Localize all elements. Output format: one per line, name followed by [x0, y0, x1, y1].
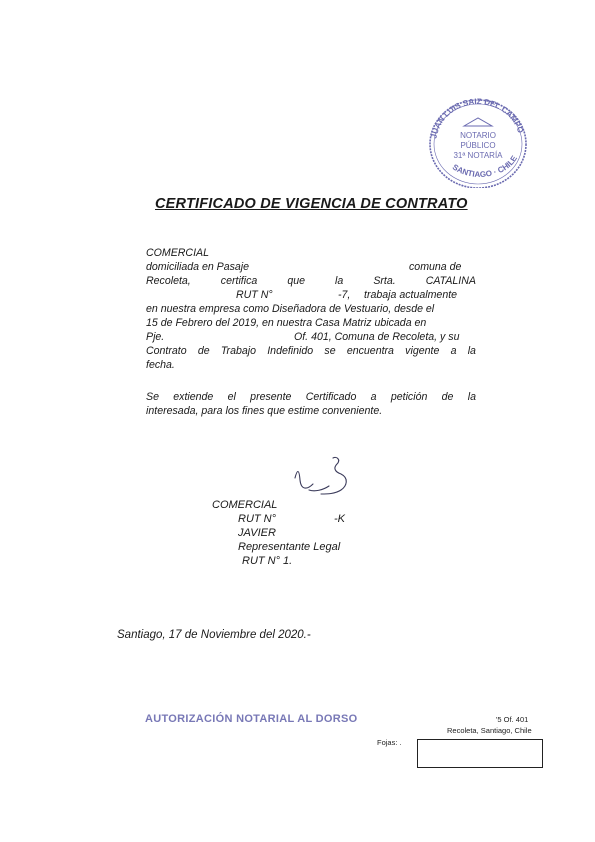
seal-center-line1: NOTARIO [460, 131, 496, 140]
footer-address-1: '5 Of. 401 [496, 715, 529, 724]
company-name: COMERCIAL [146, 247, 209, 259]
works-currently: trabaja actualmente [364, 289, 458, 301]
signature-company: COMERCIAL [212, 499, 278, 511]
signature-rut-label: RUT N° [238, 513, 277, 525]
seal-arc-text: JUAN LUIS SAIZ DEL CAMPO [429, 96, 526, 140]
line-recoleta: Recoleta, certifica que la Srta. CATALINA [146, 275, 476, 287]
signature-rut-suffix: -K [334, 513, 345, 525]
pje-label: Pje. [146, 331, 165, 343]
employment-line: en nuestra empresa como Diseñadora de Vestuario, desde el [146, 303, 435, 315]
rut-label: RUT N° [236, 289, 273, 301]
fojas-box [417, 739, 543, 768]
document-title: CERTIFICADO DE VIGENCIA DE CONTRATO [155, 196, 468, 212]
comuna-label: comuna de [409, 261, 462, 273]
signature-name: JAVIER [238, 527, 276, 539]
notary-seal [420, 88, 536, 188]
fojas-label: Fojas: . [377, 738, 402, 747]
seal-center-line3: 31ª NOTARÍA [453, 151, 503, 160]
start-date-line: 15 de Febrero del 2019, en nuestra Casa Matriz ubicada en [146, 317, 427, 329]
extend-line: Se extiende el presente Certificado a petición de la [146, 391, 476, 403]
notary-authorization-stamp: AUTORIZACIÓN NOTARIAL AL DORSO [145, 713, 358, 725]
fecha-line: fecha. [146, 359, 175, 371]
paragraph-2 [146, 390, 476, 420]
contract-line: Contrato de Trabajo Indefinido se encuentra vigente a la [146, 345, 476, 357]
seal-center-line2: PÚBLICO [460, 141, 496, 150]
seal-bottom-text: SANTIAGO · CHILE [450, 154, 520, 180]
rut-suffix: -7, [338, 289, 351, 301]
address-label: domiciliada en Pasaje [146, 261, 250, 273]
office-line: Of. 401, Comuna de Recoleta, y su [294, 331, 460, 343]
signature-scribble [285, 450, 365, 500]
paragraph-1 [146, 246, 476, 376]
signature-rut2: RUT N° 1. [242, 555, 293, 567]
footer-address-2: Recoleta, Santiago, Chile [447, 726, 532, 735]
purpose-line: interesada, para los fines que estime conveniente. [146, 405, 383, 417]
signature-role: Representante Legal [238, 541, 341, 553]
date-line: Santiago, 17 de Noviembre del 2020.- [117, 629, 311, 641]
